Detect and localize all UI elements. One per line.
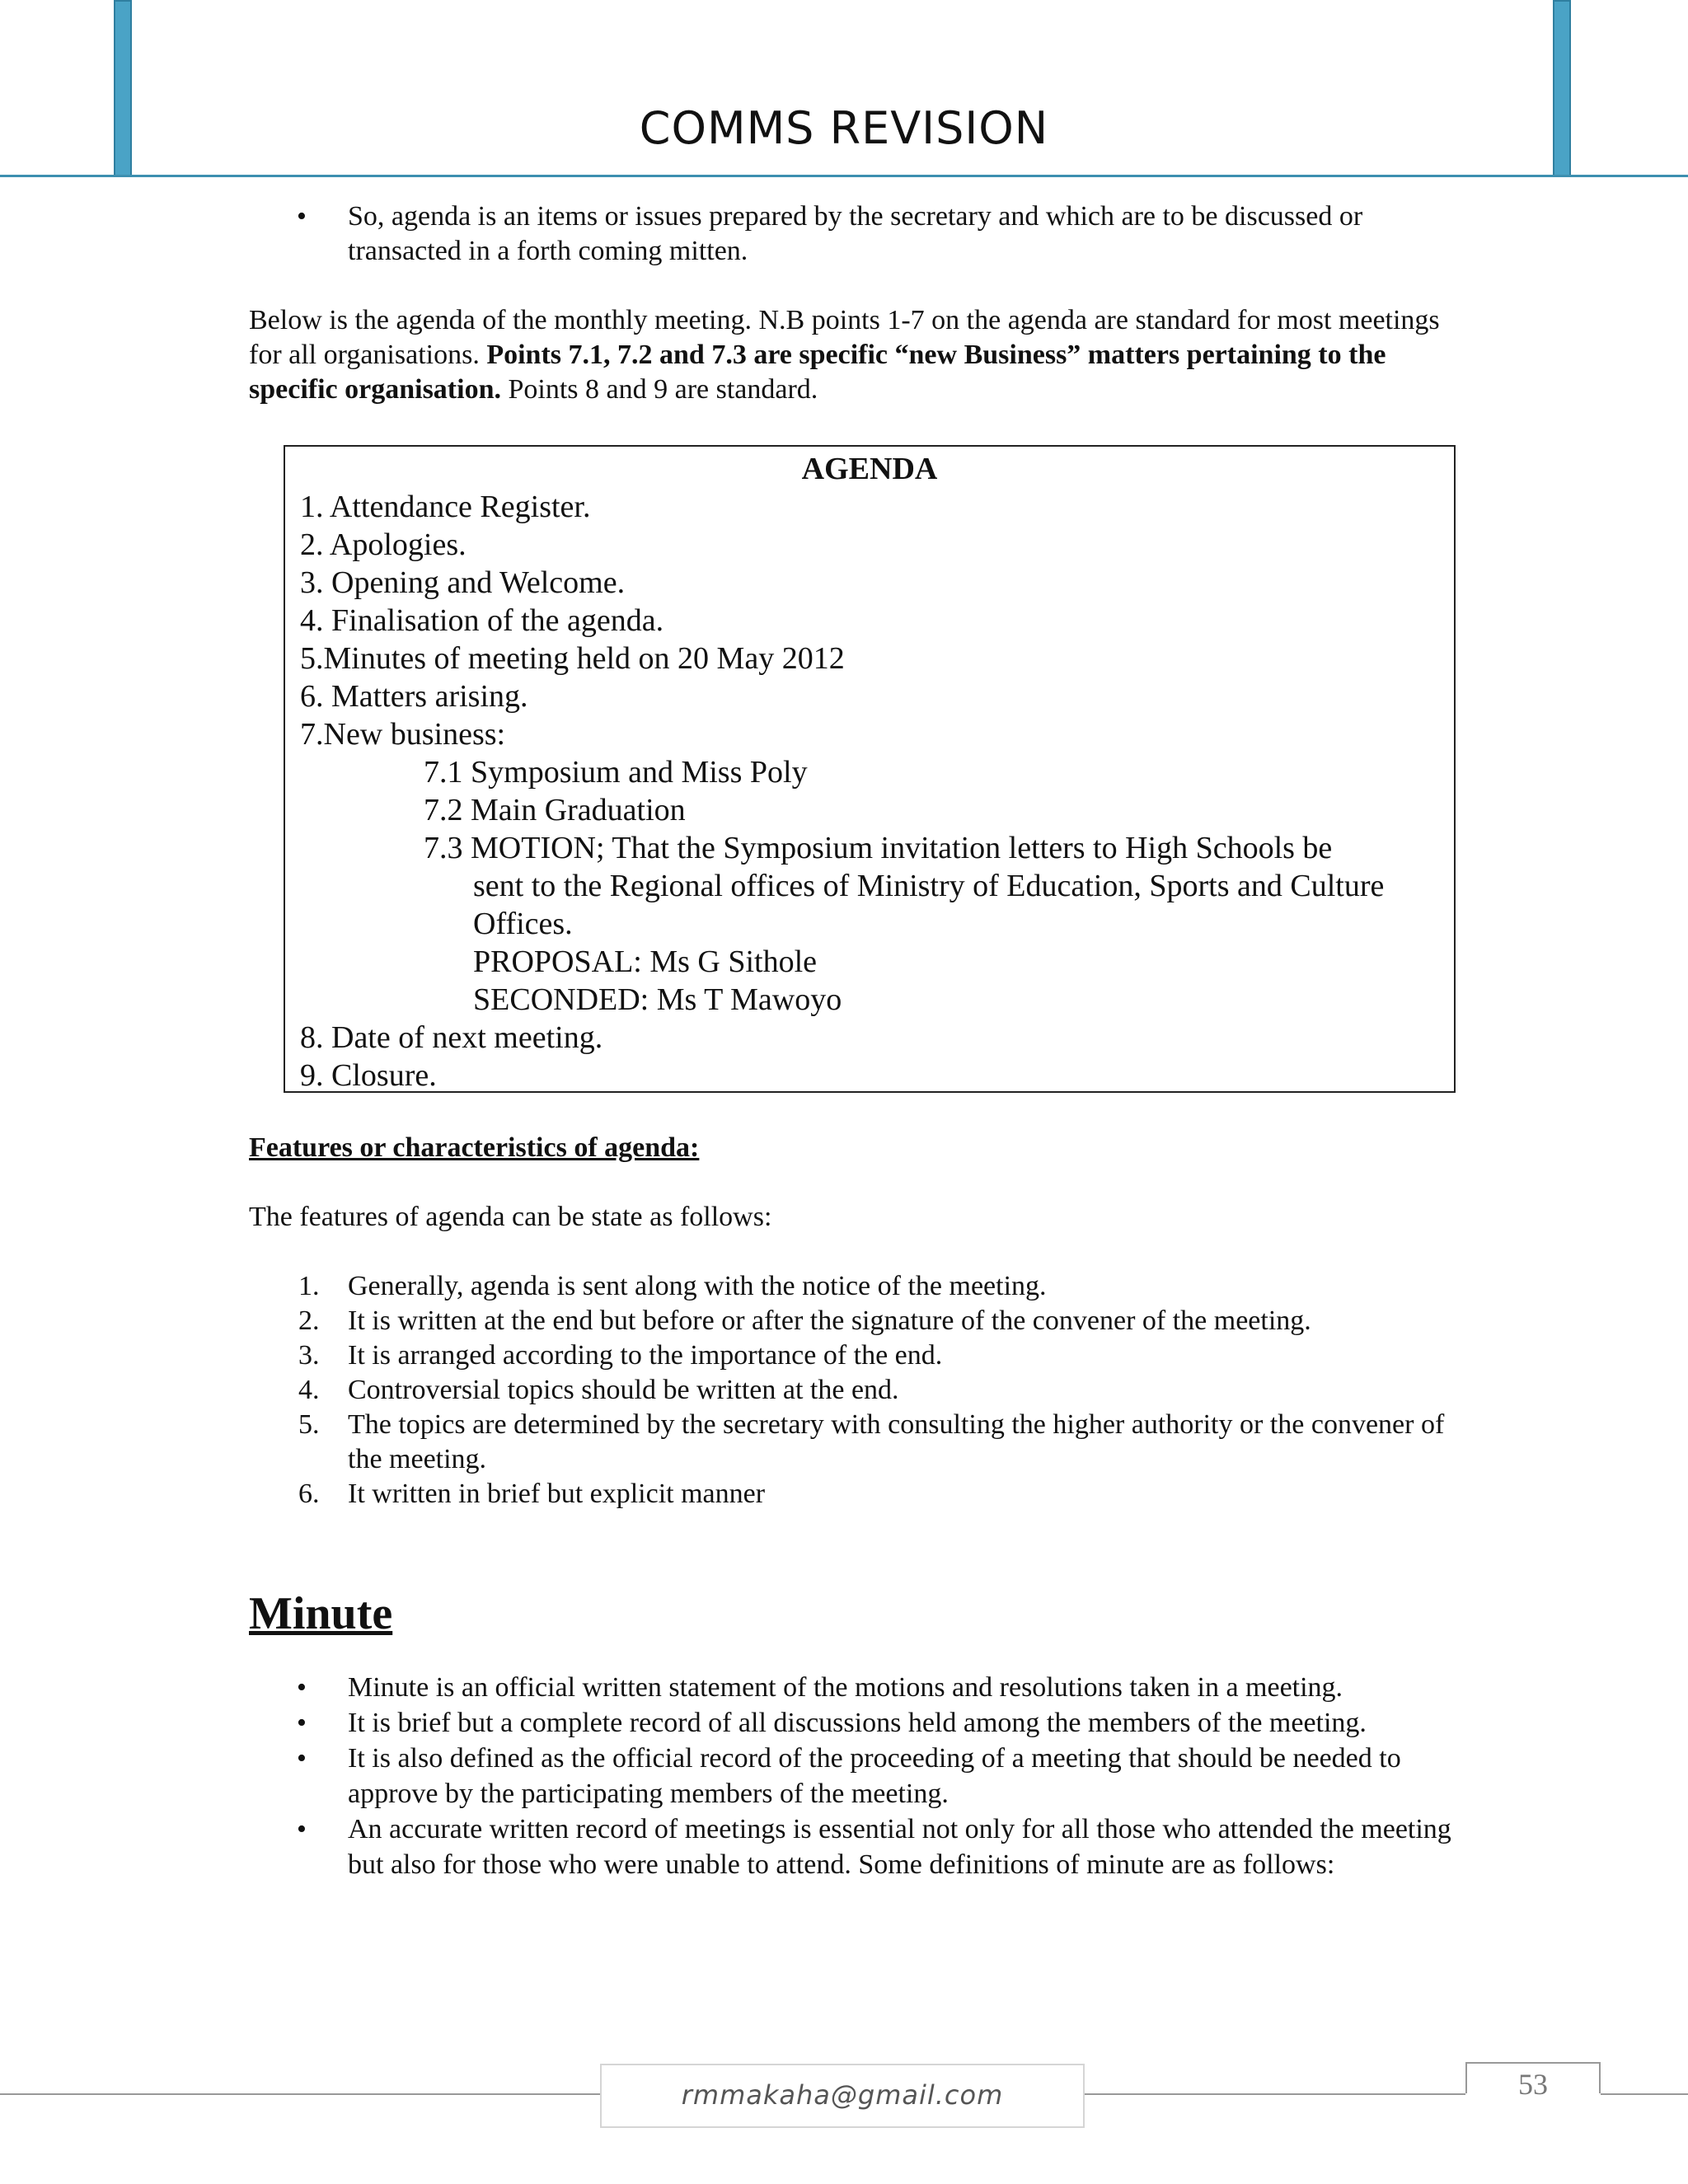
feature-item	[249, 1338, 1469, 1373]
agenda-motion-continuation: Offices.	[473, 907, 573, 941]
agenda-motion: 7.3 MOTION; That the Symposium invitation letters to High Schools be	[424, 831, 1333, 865]
intro-bullet-list	[249, 199, 1469, 269]
agenda-item: 7.New business:	[300, 717, 506, 752]
features-list	[249, 1269, 1469, 1511]
page-number: 53	[1518, 2068, 1548, 2101]
agenda-item: 3. Opening and Welcome.	[300, 565, 626, 600]
features-intro: The features of agenda can be state as follows:	[249, 1202, 772, 1232]
footer-rule-middle	[1085, 2093, 1465, 2095]
feature-item	[249, 1477, 1469, 1511]
minute-bullet: • An accurate written record of meetings is essential not only for all those who attended the meeting but also for those who were unable to attend. Some definitions of minute are as follows:	[249, 1811, 1469, 1882]
agenda-item: 8. Date of next meeting.	[300, 1020, 603, 1055]
intro-paragraph-bold: Points 7.1, 7.2 and 7.3 are specific “new Business” matters pertaining to the specific organisation.	[249, 340, 1386, 405]
feature-text: The topics are determined by the secretary with consulting the higher authority or the convener of the meeting.	[348, 1409, 1445, 1474]
feature-item	[249, 1373, 1469, 1408]
feature-number: 4.	[298, 1375, 320, 1405]
feature-text: It is written at the end but before or after the signature of the convener of the meeting.	[348, 1305, 1311, 1336]
feature-text: It is arranged according to the importance of the end.	[348, 1340, 943, 1371]
minute-heading: Minute	[249, 1588, 393, 1639]
agenda-motion-seconded: SECONDED: Ms T Mawoyo	[473, 982, 842, 1017]
features-heading: Features or characteristics of agenda:	[249, 1132, 700, 1163]
agenda-box	[284, 445, 1456, 1093]
intro-paragraph-text-b: Points 8 and 9 are standard.	[508, 374, 818, 405]
feature-number: 3.	[298, 1340, 320, 1371]
feature-number: 6.	[298, 1479, 320, 1509]
agenda-motion-continuation: sent to the Regional offices of Ministry of Education, Sports and Culture	[473, 869, 1385, 903]
agenda-motion-proposal: PROPOSAL: Ms G Sithole	[473, 944, 818, 979]
agenda-item: 5.Minutes of meeting held on 20 May 2012	[300, 641, 845, 676]
intro-paragraph-text-a: Below is the agenda of the monthly meeting. N.B points 1-7 on the agenda are standard for most meetings for all organisations.	[249, 305, 1440, 370]
intro-paragraph	[249, 303, 1469, 407]
features-section	[249, 1131, 1469, 1511]
agenda-item: 2. Apologies.	[300, 527, 467, 562]
footer-email: rmmakaha@gmail.com	[600, 2064, 1085, 2128]
intro-bullet: • So, agenda is an items or issues prepared by the secretary and which are to be discussed or transacted in a forth coming mitten.	[249, 199, 1469, 269]
feature-number: 2.	[298, 1305, 320, 1336]
minute-bullet: • It is also defined as the official record of the proceeding of a meeting that should be needed to approve by the participating members of the meeting.	[249, 1741, 1469, 1811]
agenda-sub-item: 7.2 Main Graduation	[424, 793, 686, 827]
minute-bullet-list	[249, 1670, 1469, 1882]
agenda-title: AGENDA	[801, 452, 938, 486]
page-header-title: COMMS REVISION	[639, 102, 1049, 154]
agenda-item: 1. Attendance Register.	[300, 490, 591, 524]
feature-text: Generally, agenda is sent along with the notice of the meeting.	[348, 1271, 1047, 1301]
header-rule	[0, 175, 1688, 177]
footer-rule-right	[1601, 2093, 1688, 2095]
agenda-sub-item: 7.1 Symposium and Miss Poly	[424, 755, 808, 790]
agenda-item: 6. Matters arising.	[300, 679, 528, 714]
agenda-item: 4. Finalisation of the agenda.	[300, 603, 664, 638]
feature-text: It written in brief but explicit manner	[348, 1479, 766, 1509]
feature-number: 1.	[298, 1271, 320, 1301]
minute-bullet: • It is brief but a complete record of all discussions held among the members of the meeting.	[249, 1705, 1469, 1741]
feature-number: 5.	[298, 1409, 320, 1440]
minute-section	[249, 1587, 1469, 1882]
feature-text: Controversial topics should be written at the end.	[348, 1375, 899, 1405]
minute-bullet: • Minute is an official written statement of the motions and resolutions taken in a meeting.	[249, 1670, 1469, 1705]
feature-item	[249, 1269, 1469, 1304]
feature-item	[249, 1304, 1469, 1338]
feature-item	[249, 1408, 1469, 1477]
agenda-item: 9. Closure.	[300, 1058, 437, 1093]
intro-section	[249, 199, 1469, 407]
footer-rule-left	[0, 2093, 602, 2095]
